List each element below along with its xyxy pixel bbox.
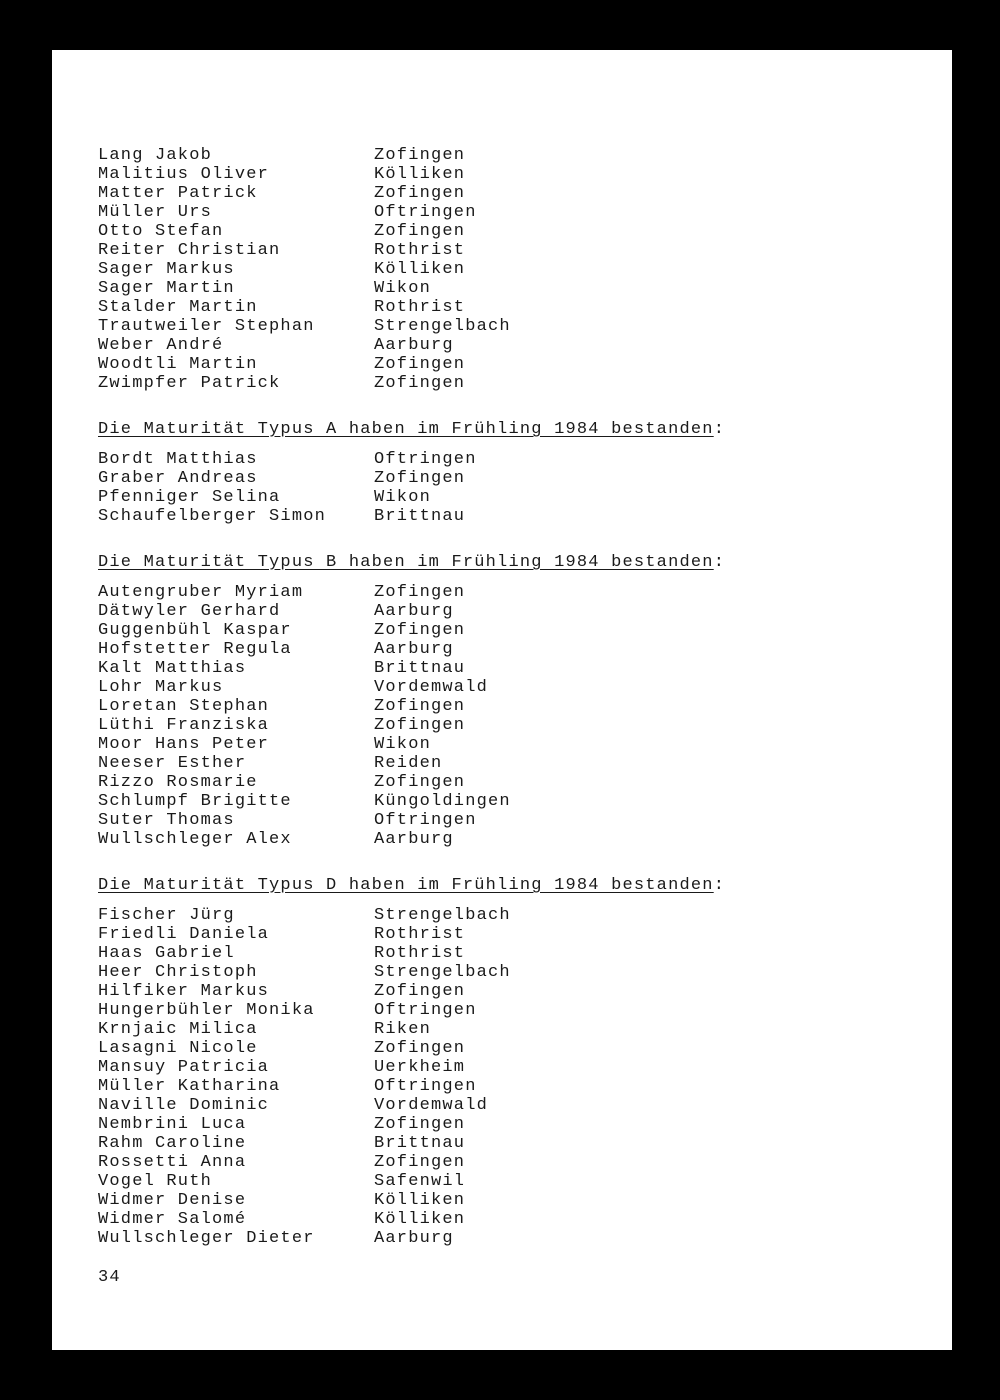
student-place: Aarburg <box>374 1229 454 1248</box>
student-name: Kalt Matthias <box>98 659 247 678</box>
student-place: Rothrist <box>374 298 466 317</box>
list-item <box>98 735 898 754</box>
student-place: Reiden <box>374 754 443 773</box>
student-place: Zofingen <box>374 469 466 488</box>
student-name: Matter Patrick <box>98 184 258 203</box>
student-place: Wikon <box>374 488 432 507</box>
student-place: Aarburg <box>374 336 454 355</box>
list-item <box>98 146 898 165</box>
list-item <box>98 1039 898 1058</box>
student-name: Suter Thomas <box>98 811 235 830</box>
list-item <box>98 203 898 222</box>
student-name: Rahm Caroline <box>98 1134 247 1153</box>
list-item <box>98 1020 898 1039</box>
student-name: Mansuy Patricia <box>98 1058 270 1077</box>
student-place: Zofingen <box>374 583 466 602</box>
student-place: Kölliken <box>374 165 466 184</box>
student-place: Rothrist <box>374 925 466 944</box>
student-name: Otto Stefan <box>98 222 224 241</box>
student-name: Vogel Ruth <box>98 1172 213 1191</box>
student-name: Weber André <box>98 336 224 355</box>
section-heading-text: Die Maturität Typus A haben im Frühling 1984 bestanden <box>98 420 714 439</box>
student-name: Stalder Martin <box>98 298 258 317</box>
section-heading <box>98 419 898 441</box>
student-name: Krnjaic Milica <box>98 1020 258 1039</box>
list-item <box>98 317 898 336</box>
student-place: Zofingen <box>374 374 466 393</box>
student-place: Strengelbach <box>374 317 511 336</box>
list-item <box>98 260 898 279</box>
student-name: Trautweiler Stephan <box>98 317 315 336</box>
student-name: Müller Urs <box>98 203 213 222</box>
student-place: Zofingen <box>374 697 466 716</box>
student-place: Oftringen <box>374 203 477 222</box>
list-item <box>98 355 898 374</box>
student-name: Rizzo Rosmarie <box>98 773 258 792</box>
student-name: Lasagni Nicole <box>98 1039 258 1058</box>
list-item <box>98 1172 898 1191</box>
student-place: Kölliken <box>374 1191 466 1210</box>
student-name: Hofstetter Regula <box>98 640 292 659</box>
list-item <box>98 1191 898 1210</box>
list-item <box>98 488 898 507</box>
student-place: Brittnau <box>374 1134 466 1153</box>
section-typus-b <box>98 552 898 849</box>
student-name: Loretan Stephan <box>98 697 270 716</box>
student-place: Strengelbach <box>374 906 511 925</box>
student-place: Aarburg <box>374 830 454 849</box>
section-heading-colon: : <box>713 420 726 439</box>
student-place: Zofingen <box>374 222 466 241</box>
page-number: 34 <box>98 1268 121 1287</box>
student-name: Widmer Salomé <box>98 1210 247 1229</box>
student-name: Naville Dominic <box>98 1096 270 1115</box>
list-item <box>98 1134 898 1153</box>
student-name: Schaufelberger Simon <box>98 507 327 526</box>
student-place: Zofingen <box>374 184 466 203</box>
document-page <box>52 50 952 1350</box>
intro-list <box>98 146 898 393</box>
student-place: Zofingen <box>374 773 466 792</box>
list-item <box>98 1229 898 1248</box>
student-name: Rossetti Anna <box>98 1153 247 1172</box>
student-name: Graber Andreas <box>98 469 258 488</box>
list-item <box>98 241 898 260</box>
student-place: Oftringen <box>374 450 477 469</box>
student-name: Heer Christoph <box>98 963 258 982</box>
list-item <box>98 279 898 298</box>
student-place: Wikon <box>374 279 432 298</box>
section-heading <box>98 875 898 897</box>
list-item <box>98 621 898 640</box>
student-name: Wullschleger Dieter <box>98 1229 315 1248</box>
student-place: Kölliken <box>374 260 466 279</box>
student-place: Küngoldingen <box>374 792 511 811</box>
student-place: Zofingen <box>374 1039 466 1058</box>
list-item <box>98 1077 898 1096</box>
list-item <box>98 754 898 773</box>
student-place: Oftringen <box>374 1077 477 1096</box>
student-place: Vordemwald <box>374 678 489 697</box>
student-name: Sager Markus <box>98 260 235 279</box>
list-item <box>98 716 898 735</box>
list-item <box>98 678 898 697</box>
section-heading <box>98 552 898 574</box>
student-name: Neeser Esther <box>98 754 247 773</box>
student-place: Zofingen <box>374 1115 466 1134</box>
student-place: Wikon <box>374 735 432 754</box>
student-name: Reiter Christian <box>98 241 281 260</box>
student-name: Dätwyler Gerhard <box>98 602 281 621</box>
section-heading-colon: : <box>713 553 726 572</box>
list-item <box>98 298 898 317</box>
student-name: Sager Martin <box>98 279 235 298</box>
student-name: Malitius Oliver <box>98 165 270 184</box>
student-name: Guggenbühl Kaspar <box>98 621 292 640</box>
student-place: Aarburg <box>374 602 454 621</box>
student-name: Hungerbühler Monika <box>98 1001 315 1020</box>
list-item <box>98 602 898 621</box>
list-item <box>98 1001 898 1020</box>
student-place: Zofingen <box>374 146 466 165</box>
student-name: Lang Jakob <box>98 146 213 165</box>
student-name: Lohr Markus <box>98 678 224 697</box>
student-name: Wullschleger Alex <box>98 830 292 849</box>
student-place: Vordemwald <box>374 1096 489 1115</box>
list-item <box>98 1153 898 1172</box>
list-item <box>98 982 898 1001</box>
student-place: Rothrist <box>374 944 466 963</box>
student-place: Brittnau <box>374 659 466 678</box>
list-item <box>98 811 898 830</box>
document-body <box>98 146 898 1248</box>
list-item <box>98 469 898 488</box>
section-typus-d <box>98 875 898 1248</box>
student-place: Zofingen <box>374 716 466 735</box>
student-place: Oftringen <box>374 1001 477 1020</box>
student-place: Zofingen <box>374 355 466 374</box>
list-item <box>98 222 898 241</box>
list-item <box>98 773 898 792</box>
list-item <box>98 1096 898 1115</box>
student-name: Woodtli Martin <box>98 355 258 374</box>
student-name: Müller Katharina <box>98 1077 281 1096</box>
list-item <box>98 925 898 944</box>
student-name: Bordt Matthias <box>98 450 258 469</box>
list-item <box>98 830 898 849</box>
student-name: Hilfiker Markus <box>98 982 270 1001</box>
list-item <box>98 944 898 963</box>
student-place: Kölliken <box>374 1210 466 1229</box>
list-item <box>98 1115 898 1134</box>
list-item <box>98 963 898 982</box>
list-item <box>98 697 898 716</box>
student-place: Oftringen <box>374 811 477 830</box>
student-place: Strengelbach <box>374 963 511 982</box>
student-place: Riken <box>374 1020 432 1039</box>
list-item <box>98 583 898 602</box>
student-place: Zofingen <box>374 621 466 640</box>
student-name: Moor Hans Peter <box>98 735 270 754</box>
list-item <box>98 450 898 469</box>
list-item <box>98 507 898 526</box>
list-item <box>98 374 898 393</box>
list-item <box>98 165 898 184</box>
student-name: Haas Gabriel <box>98 944 235 963</box>
student-place: Uerkheim <box>374 1058 466 1077</box>
student-name: Schlumpf Brigitte <box>98 792 292 811</box>
student-place: Safenwil <box>374 1172 466 1191</box>
student-name: Zwimpfer Patrick <box>98 374 281 393</box>
student-name: Autengruber Myriam <box>98 583 304 602</box>
student-place: Rothrist <box>374 241 466 260</box>
student-place: Brittnau <box>374 507 466 526</box>
list-item <box>98 906 898 925</box>
student-name: Nembrini Luca <box>98 1115 247 1134</box>
list-item <box>98 640 898 659</box>
list-item <box>98 659 898 678</box>
student-name: Fischer Jürg <box>98 906 235 925</box>
list-item <box>98 1210 898 1229</box>
section-typus-a <box>98 419 898 526</box>
section-heading-text: Die Maturität Typus D haben im Frühling 1984 bestanden <box>98 876 714 895</box>
section-heading-text: Die Maturität Typus B haben im Frühling 1984 bestanden <box>98 553 714 572</box>
list-item <box>98 792 898 811</box>
student-place: Zofingen <box>374 1153 466 1172</box>
student-name: Lüthi Franziska <box>98 716 270 735</box>
student-place: Aarburg <box>374 640 454 659</box>
section-heading-colon: : <box>713 876 726 895</box>
student-name: Friedli Daniela <box>98 925 270 944</box>
student-name: Pfenniger Selina <box>98 488 281 507</box>
list-item <box>98 336 898 355</box>
student-name: Widmer Denise <box>98 1191 247 1210</box>
student-place: Zofingen <box>374 982 466 1001</box>
list-item <box>98 184 898 203</box>
list-item <box>98 1058 898 1077</box>
